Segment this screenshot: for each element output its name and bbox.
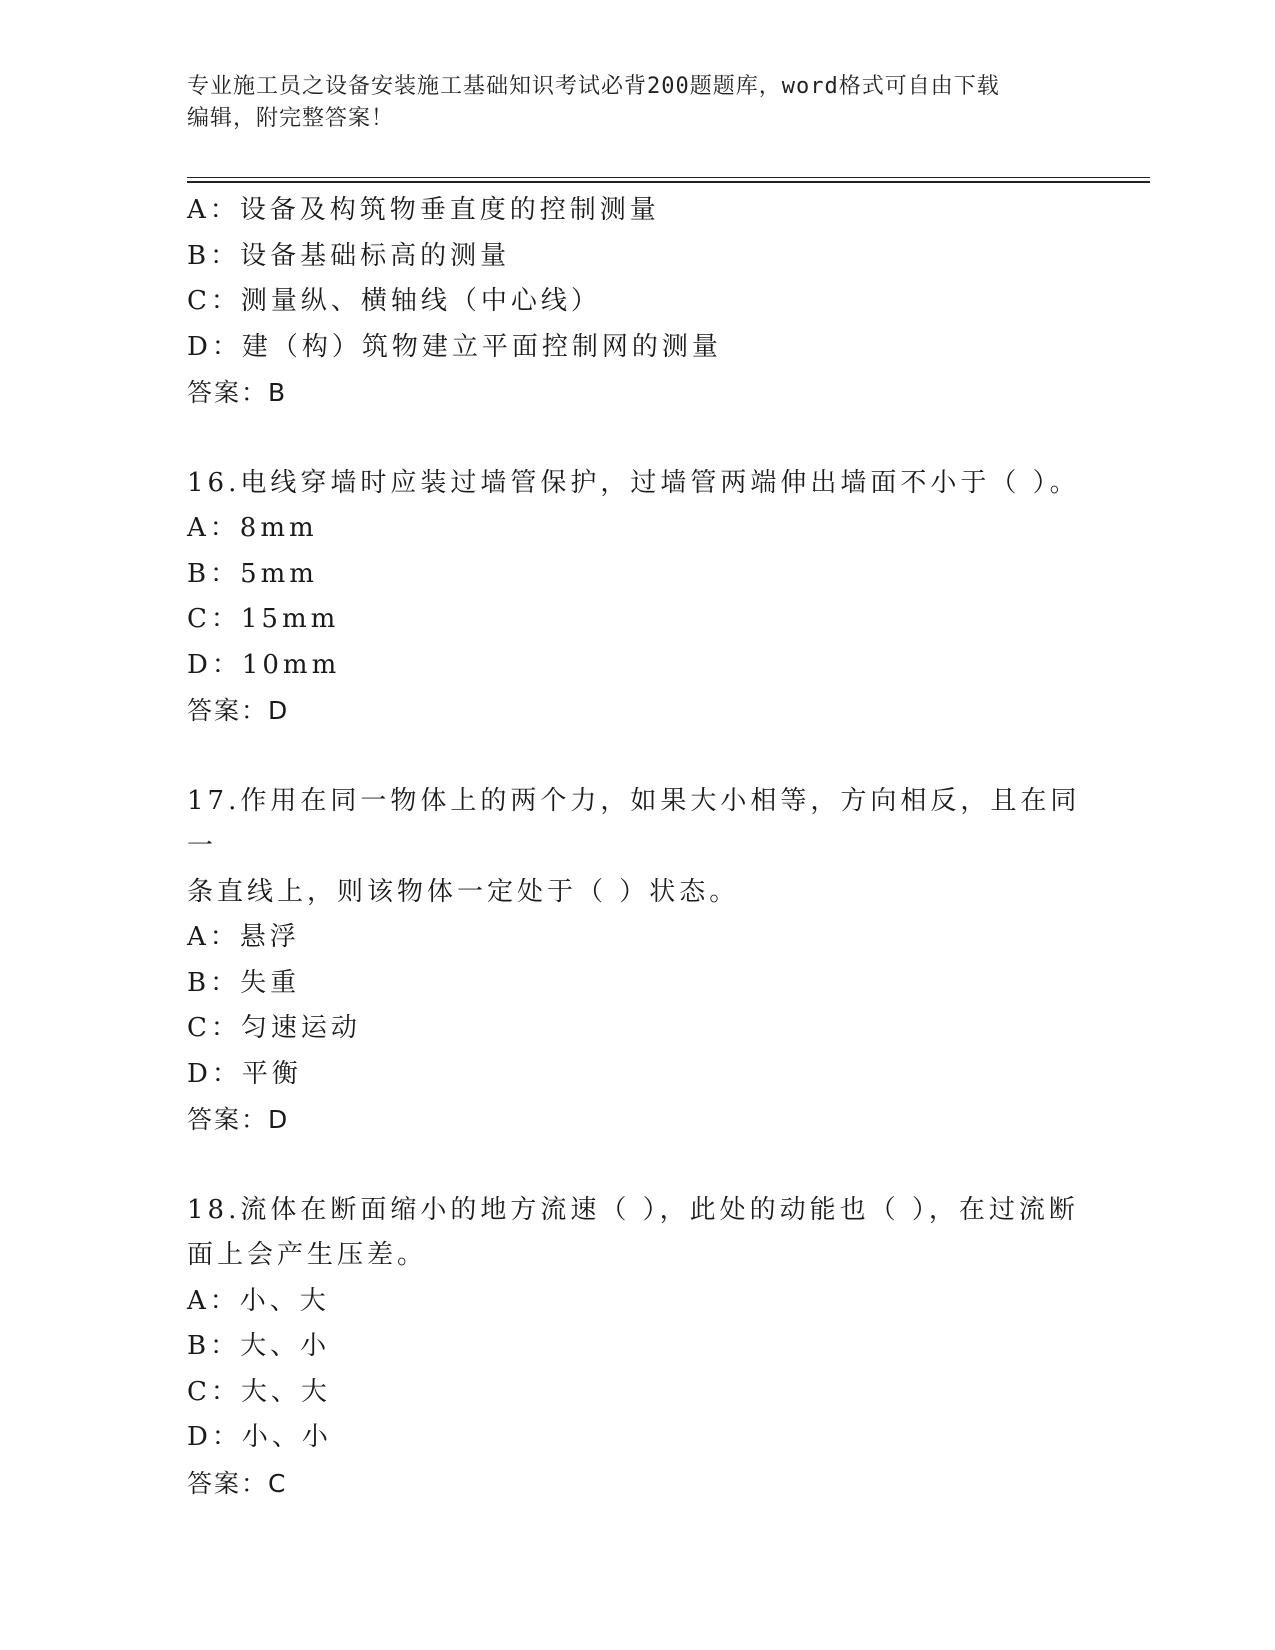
option-b: B：大、小 — [187, 1331, 331, 1361]
answer-line: 答案：B — [187, 378, 288, 407]
option-c: C：15mm — [187, 604, 340, 634]
option-b: B：设备基础标高的测量 — [187, 240, 511, 271]
option-d: D：平衡 — [187, 1058, 302, 1089]
question-text-line-1: 18.流体在断面缩小的地方流速（ ），此处的动能也（ ），在过流断 — [187, 1194, 1079, 1225]
option-a: A：悬浮 — [187, 922, 300, 952]
question-17 — [187, 779, 1087, 1143]
option-d: D：建（构）筑物建立平面控制网的测量 — [187, 331, 722, 362]
header-divider-thick — [187, 181, 1150, 183]
answer-line: 答案：C — [187, 1468, 288, 1498]
answer-line: 答案：D — [187, 1105, 290, 1134]
question-text-line-1: 17.作用在同一物体上的两个力，如果大小相等，方向相反，且在同一 — [187, 785, 1081, 861]
question-list — [187, 188, 1087, 1551]
option-a: A：小、大 — [187, 1285, 330, 1316]
option-b: B：5mm — [187, 558, 318, 589]
option-a: A：8mm — [187, 513, 318, 543]
header-line-2: 编辑，附完整答案！ — [187, 106, 395, 131]
document-header — [187, 71, 1087, 135]
question-15 — [187, 188, 1087, 416]
option-a: A：设备及构筑物垂直度的控制测量 — [187, 195, 660, 225]
option-d: D：10mm — [187, 649, 341, 680]
option-c: C：大、大 — [187, 1376, 331, 1407]
option-c: C：测量纵、横轴线（中心线） — [187, 286, 601, 316]
question-18 — [187, 1188, 1087, 1507]
question-text: 16.电线穿墙时应装过墙管保护，过墙管两端伸出墙面不小于（ ）。 — [187, 467, 1080, 498]
header-divider-thin — [187, 177, 1150, 178]
option-c: C：匀速运动 — [187, 1013, 361, 1043]
question-text-line-2: 面上会产生压差。 — [187, 1240, 428, 1270]
option-d: D：小、小 — [187, 1422, 332, 1452]
question-16 — [187, 461, 1087, 734]
header-line-1: 专业施工员之设备安装施工基础知识考试必背200题题库，word格式可自由下载 — [187, 74, 1000, 99]
option-b: B：失重 — [187, 967, 301, 998]
answer-line: 答案：D — [187, 696, 290, 725]
question-text-line-2: 条直线上，则该物体一定处于（ ）状态。 — [187, 876, 740, 907]
